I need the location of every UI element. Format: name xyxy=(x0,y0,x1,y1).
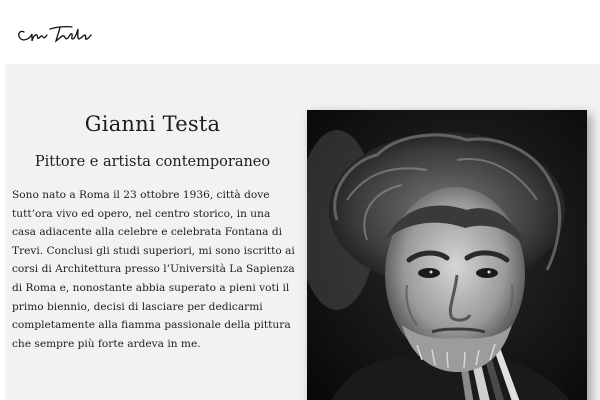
artist-bio-paragraph: Sono nato a Roma il 23 ottobre 1936, città dove tutt’ora vivo ed opero, nel centro storico, in una casa adiacente alla celebre e celebrata Fontana di Trevi. Conclusi gli studi superiori, mi sono iscritto ai corsi di Architettura presso l’Università La Sapienza di Roma e, nonostante abbia superato a pieni voti il primo biennio, decisi di lasciare per dedicarmi completamente alla fiamma passionale della pittura che sempre più forte ardeva in me. xyxy=(12,189,295,350)
artist-name-heading: Gianni Testa xyxy=(84,112,221,136)
portrait-image xyxy=(307,110,587,400)
artist-portrait-photo xyxy=(307,110,587,400)
signature-logo xyxy=(16,20,96,46)
artist-intro-section xyxy=(5,64,600,400)
site-header xyxy=(0,0,600,64)
artist-subtitle: Pittore e artista contemporaneo xyxy=(34,154,271,170)
